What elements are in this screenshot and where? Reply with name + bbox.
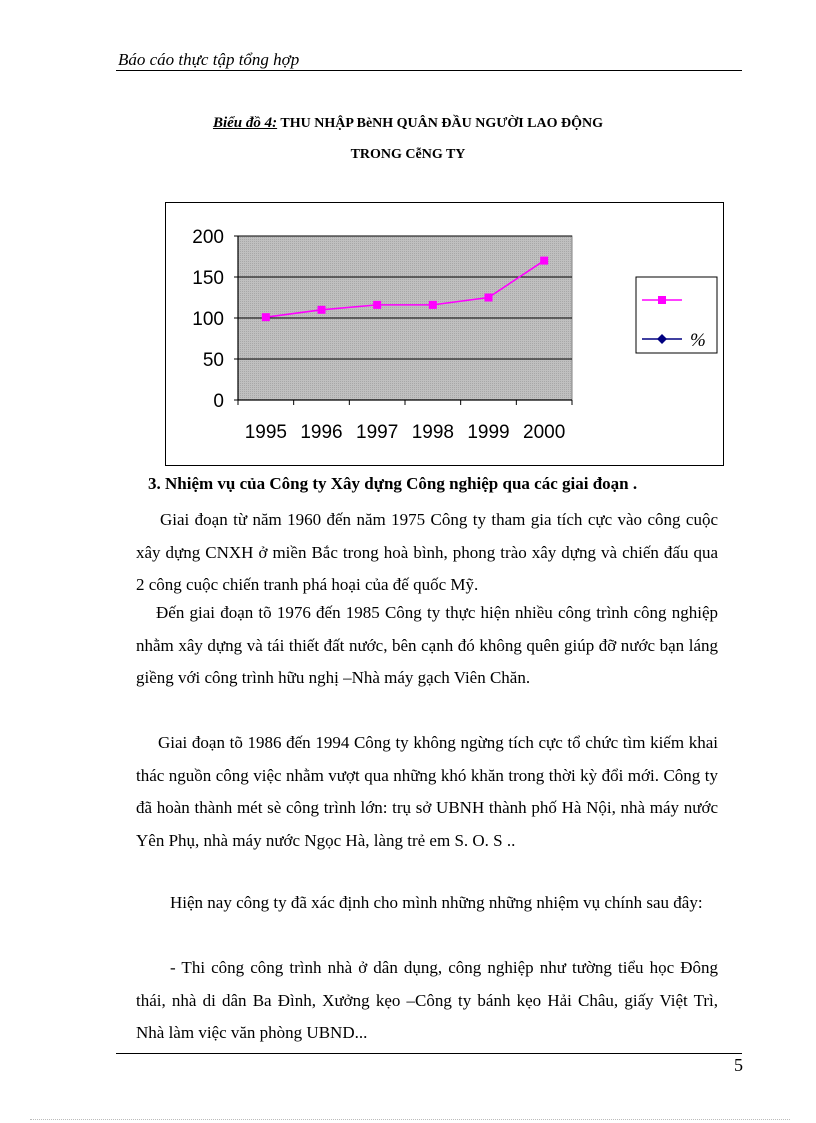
chart-caption-line2: TRONG CễNG TY	[350, 147, 466, 162]
chart-caption-line1	[0, 115, 816, 132]
data-point	[318, 306, 326, 314]
page-bottom-border	[30, 1119, 790, 1120]
x-tick-label: 2000	[523, 422, 566, 443]
x-tick-label: 1999	[467, 422, 510, 443]
paragraph-3: Giai đoạn tõ 1986 đến 1994 Công ty không ngừng tích cực tổ chức tìm kiếm khai thác nguồn công việc nhằm vượt qua những khó khăn trong thời kỳ đổi mới. Công ty đã hoàn thành mét sè công trình lớn: trụ sở UBNH thành phố Hà Nội, nhà máy nước Yên Phụ, nhà máy nước Ngọc Hà, làng trẻ em S. O. S ..	[136, 733, 718, 850]
data-point	[540, 257, 548, 265]
x-tick-label: 1995	[244, 422, 287, 443]
legend-marker	[658, 296, 666, 304]
y-tick-label: 0	[213, 391, 224, 412]
header-title: Báo cáo thực tập tổng hợp	[118, 50, 300, 69]
data-point	[485, 294, 493, 302]
chart-caption-label: Biểu đồ 4:	[212, 115, 278, 131]
section-title: 3. Nhiệm vụ của Công ty Xây dựng Công nghiệp qua các giai đoạn .	[148, 474, 638, 493]
y-tick-label: 50	[202, 350, 224, 371]
chart-caption-title: THU NHẬP BèNH QUÂN ĐẦU NGƯỜI LAO ĐỘNG	[277, 116, 604, 131]
x-tick-label: 1997	[356, 422, 399, 443]
chart-frame	[165, 202, 724, 466]
paragraph-4: Hiện nay công ty đã xác định cho mình những những nhiệm vụ chính sau đây:	[170, 893, 703, 912]
x-tick-label: 1996	[300, 422, 343, 443]
paragraph-1: Giai đoạn từ năm 1960 đến năm 1975 Công ty tham gia tích cực vào công cuộc xây dựng CNXH ở miền Bắc trong hoà bình, phong trào xây dựng và chiến đấu qua 2 công cuộc chiến tranh phá hoại của đế quốc Mỹ.	[136, 510, 718, 594]
data-point	[373, 301, 381, 309]
y-tick-label: 200	[192, 227, 224, 248]
data-point	[429, 301, 437, 309]
y-tick-label: 150	[192, 268, 224, 289]
footer-rule	[116, 1053, 742, 1054]
header-rule	[116, 70, 742, 71]
x-tick-label: 1998	[411, 422, 454, 443]
line-chart	[166, 203, 723, 465]
page-number: 5	[734, 1055, 743, 1075]
y-tick-label: 100	[192, 309, 224, 330]
paragraph-5: - Thi công công trình nhà ở dân dụng, công nghiệp như tường tiểu học Đông thái, nhà di dân Ba Đình, Xưởng kẹo –Công ty bánh kẹo Hải Châu, giấy Việt Trì, Nhà làm việc văn phòng UBND...	[136, 958, 718, 1042]
legend-label: %	[690, 330, 706, 351]
paragraph-2: Đến giai đoạn tõ 1976 đến 1985 Công ty thực hiện nhiều công trình công nghiệp nhằm xây dựng và tái thiết đất nước, bên cạnh đó không quên giúp đỡ nước bạn láng giềng với công trình hữu nghị –Nhà máy gạch Viên Chăn.	[136, 603, 718, 687]
data-point	[262, 313, 270, 321]
